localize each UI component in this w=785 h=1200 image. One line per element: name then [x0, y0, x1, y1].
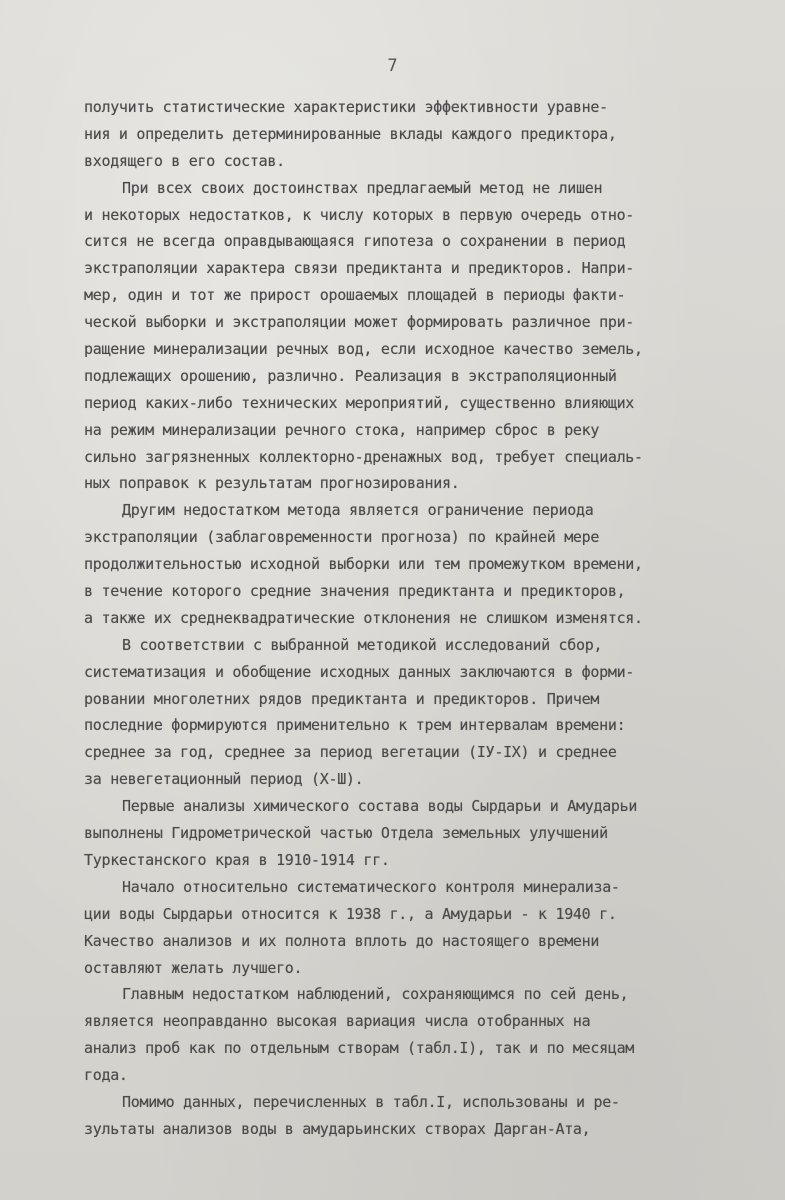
- text-line: оставляют желать лучшего.: [84, 958, 303, 977]
- page-number: 7: [387, 56, 398, 76]
- text-line: года.: [84, 1066, 128, 1085]
- text-line: Первые анализы химического состава воды Сырдарьи и Амударьи: [122, 797, 638, 816]
- text-line: сится не всегда оправдывающаяся гипотеза о сохранении в период: [84, 232, 626, 251]
- text-line: ращение минерализации речных вод, если исходное качество земель,: [84, 340, 643, 359]
- text-line: ческой выборки и экстраполяции может формировать различное при-: [84, 313, 635, 332]
- text-line: При всех своих достоинствах предлагаемый метод не лишен: [122, 178, 603, 197]
- text-line: ции воды Сырдарьи относится к 1938 г., а Амударьи - к 1940 г.: [84, 904, 617, 923]
- text-line: экстраполяции (заблаговременности прогноза) по крайней мере: [84, 528, 600, 547]
- text-line: Качество анализов и их полнота вплоть до настоящего времени: [84, 931, 600, 950]
- text-line: В соответствии с выбранной методикой исследований сбор,: [122, 635, 603, 654]
- body-text: [84, 94, 754, 1143]
- text-line: сильно загрязненных коллекторно-дренажных вод, требует специаль-: [84, 447, 643, 466]
- text-line: и некоторых недостатков, к числу которых в первую очередь отно-: [84, 205, 635, 224]
- text-line: Помимо данных, перечисленных в табл.I, использованы и ре-: [122, 1092, 620, 1111]
- text-line: систематизация и обобщение исходных данных заключаются в форми-: [84, 662, 635, 681]
- text-line: а также их среднеквадратические отклонения не слишком изменятся.: [84, 608, 643, 627]
- text-line: Туркестанского края в 1910-1914 гг.: [84, 850, 390, 869]
- text-line: экстраполяции характера связи предиктанта и предикторов. Напри-: [84, 259, 635, 278]
- text-line: за невегетационный период (Х-Ш).: [84, 770, 364, 789]
- text-line: на режим минерализации речного стока, например сброс в реку: [84, 420, 600, 439]
- text-line: получить статистические характеристики эффективности уравне-: [84, 98, 608, 116]
- text-line: ния и определить детерминированные вклады каждого предиктора,: [84, 124, 617, 143]
- text-line: выполнены Гидрометрической частью Отдела земельных улучшений: [84, 824, 608, 843]
- text-line: входящего в его состав.: [84, 151, 285, 170]
- text-line: период каких-либо технических мероприятий, существенно влияющих: [84, 393, 635, 412]
- text-line: Другим недостатком метода является ограничение периода: [122, 501, 594, 520]
- text-line: в течение которого средние значения предиктанта и предикторов,: [84, 582, 626, 601]
- text-line: последние формируются применительно к трем интервалам времени:: [84, 716, 626, 735]
- text-line: является неоправданно высокая вариация числа отобранных на: [84, 1012, 591, 1031]
- text-line: мер, один и тот же прирост орошаемых площадей в периоды факти-: [84, 286, 626, 305]
- text-line: ных поправок к результатам прогнозирования.: [84, 474, 460, 493]
- text-line: Главным недостатком наблюдений, сохраняющимся по сей день,: [122, 985, 629, 1004]
- text-line: Начало относительно систематического контроля минерализа-: [122, 877, 620, 896]
- text-line: подлежащих орошению, различно. Реализация в экстраполяционный: [84, 366, 617, 385]
- text-line: анализ проб как по отдельным створам (табл.I), так и по месяцам: [84, 1039, 635, 1058]
- text-line: продолжительностью исходной выборки или тем промежутком времени,: [84, 555, 643, 574]
- text-line: зультаты анализов воды в амударьинских створах Дарган-Ата,: [84, 1119, 591, 1138]
- text-line: ровании многолетних рядов предиктанта и предикторов. Причем: [84, 689, 600, 708]
- text-line: среднее за год, среднее за период вегетации (IУ-IX) и среднее: [84, 743, 617, 762]
